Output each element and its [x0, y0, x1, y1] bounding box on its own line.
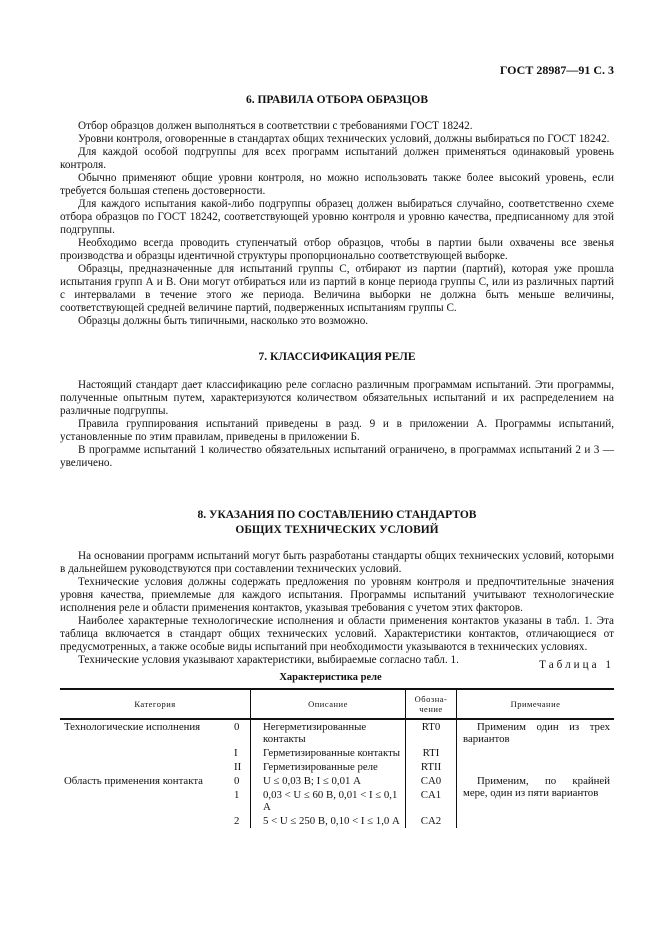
cell-designation: CA0: [406, 774, 457, 788]
header-category: Категория: [60, 689, 251, 719]
cell-description: 0,03 < U ≤ 60 В, 0,01 < I ≤ 0,1 А: [251, 788, 406, 814]
table-row: [60, 746, 614, 760]
paragraph: Наиболее характерные технологические исполнения и области применения контактов указаны в табл. 1. Эта таблица включается в стандарт общих технических условий. Характеристики контактов, отличающиеся от предусмотренных, а также особые виды испытаний при необходимости указываются в технических условиях.: [60, 615, 614, 653]
cell-code: I: [216, 746, 251, 760]
paragraph: Для каждого испытания какой-либо подгруппы образец должен выбираться случайно, соответственно схеме отбора образцов по ГОСТ 18242, соответствующей уровню контроля и уровню качества, предписанному для этой подгруппы.: [60, 198, 614, 236]
relay-characteristics-table: [60, 688, 614, 828]
header-note: Примечание: [457, 689, 615, 719]
cell-designation: CA1: [406, 788, 457, 814]
cell-code: II: [216, 760, 251, 774]
paragraph: На основании программ испытаний могут быть разработаны стандарты общих технических условий, которыми в дальнейшем руководствуются при составлении технических условий.: [60, 550, 614, 575]
paragraph: Для каждой особой подгруппы для всех программ испытаний должен применяться одинаковый уровень контроля.: [60, 146, 614, 171]
cell-code: 0: [216, 719, 251, 746]
cell-category: Технологические исполнения: [64, 721, 201, 733]
section-7-title: 7. КЛАССИФИКАЦИЯ РЕЛЕ: [258, 351, 416, 363]
section-6: [60, 93, 614, 328]
paragraph: Уровни контроля, оговоренные в стандартах общих технических условий, должны выбираться по ГОСТ 18242.: [78, 133, 610, 145]
paragraph: В программе испытаний 1 количество обязательных испытаний ограничено, в программах испытаний 2 и 3 — увеличено.: [60, 444, 614, 469]
section-6-title: 6. ПРАВИЛА ОТБОРА ОБРАЗЦОВ: [245, 94, 429, 106]
section-8: [60, 508, 614, 667]
cell-description: Негерметизированные контакты: [251, 719, 406, 746]
cell-designation: CA2: [406, 814, 457, 828]
paragraph: Настоящий стандарт дает классификацию реле согласно различным программам испытаний. Эти программы, полученные опытным путем, характеризуются количеством обязательных испытаний и их распределением на различные подгруппы.: [60, 379, 614, 417]
cell-category: [60, 788, 216, 814]
page-header: ГОСТ 28987—91 С. 3: [499, 63, 614, 77]
cell-note: Применим один из трех вариантов: [463, 721, 610, 745]
cell-note: [457, 760, 615, 774]
cell-category: [60, 814, 216, 828]
paragraph: Необходимо всегда проводить ступенчатый отбор образцов, чтобы в партии были охвачены все звенья производства и образцы идентичной структуры пропорционально соответствующей выборке.: [60, 237, 614, 262]
paragraph: Правила группирования испытаний приведены в разд. 9 и в приложении А. Программы испытаний, установленные по этим правилам, приведены в приложении Б.: [60, 418, 614, 443]
table-row: [60, 774, 614, 788]
paragraph: Образцы должны быть типичными, насколько это возможно.: [78, 315, 369, 327]
cell-description: 5 < U ≤ 250 В, 0,10 < I ≤ 1,0 А: [251, 814, 406, 828]
cell-note: [457, 746, 615, 760]
paragraph: Отбор образцов должен выполняться в соответствии с требованиями ГОСТ 18242.: [78, 120, 473, 132]
cell-code: 2: [216, 814, 251, 828]
table-title: Характеристика реле: [279, 672, 382, 683]
table-row: [60, 719, 614, 746]
cell-designation: RTII: [406, 760, 457, 774]
cell-designation: RT0: [406, 719, 457, 746]
section-8-title-line2: ОБЩИХ ТЕХНИЧЕСКИХ УСЛОВИЙ: [235, 524, 439, 536]
cell-code: 1: [216, 788, 251, 814]
cell-category: [60, 746, 216, 760]
cell-description: Герметизированные реле: [251, 760, 406, 774]
header-designation: Обозна-чение: [406, 689, 457, 719]
cell-description: Герметизированные контакты: [251, 746, 406, 760]
cell-code: 0: [216, 774, 251, 788]
cell-category: Область применения контакта: [64, 775, 203, 787]
cell-description: U ≤ 0,03 В; I ≤ 0,01 А: [251, 774, 406, 788]
section-7: [60, 350, 614, 470]
paragraph: Образцы, предназначенные для испытаний группы С, отбирают из партии (партий), которая уже прошла испытания групп А и В. Они могут отбираться или из партий в конце периода группы С, или из различных партий с интервалами в течение этого же периода. Величина выборки не должна быть меньше величины, соответствующей средней величине партий, подверженных испытаниям группы С.: [60, 263, 614, 314]
table-number: Таблица 1: [539, 659, 614, 671]
cell-note: Применим, по крайней мере, один из пяти вариантов: [463, 775, 610, 799]
section-8-title-line1: 8. УКАЗАНИЯ ПО СОСТАВЛЕНИЮ СТАНДАРТОВ: [197, 509, 477, 521]
table-row: [60, 760, 614, 774]
paragraph: Технические условия указывают характеристики, выбираемые согласно табл. 1.: [78, 654, 459, 666]
paragraph: Технические условия должны содержать предложения по уровням контроля и предпочтительные значения уровня качества, приемлемые для каждого испытания. Программы испытаний учитывают технологические исполнения реле и области применения контактов, указывая требования с учетом этих факторов.: [60, 576, 614, 614]
cell-designation: RTI: [406, 746, 457, 760]
cell-category: [60, 760, 216, 774]
paragraph: Обычно применяют общие уровни контроля, но можно использовать также более высокий уровень, если требуется большая степень достоверности.: [60, 172, 614, 197]
header-description: Описание: [251, 689, 406, 719]
